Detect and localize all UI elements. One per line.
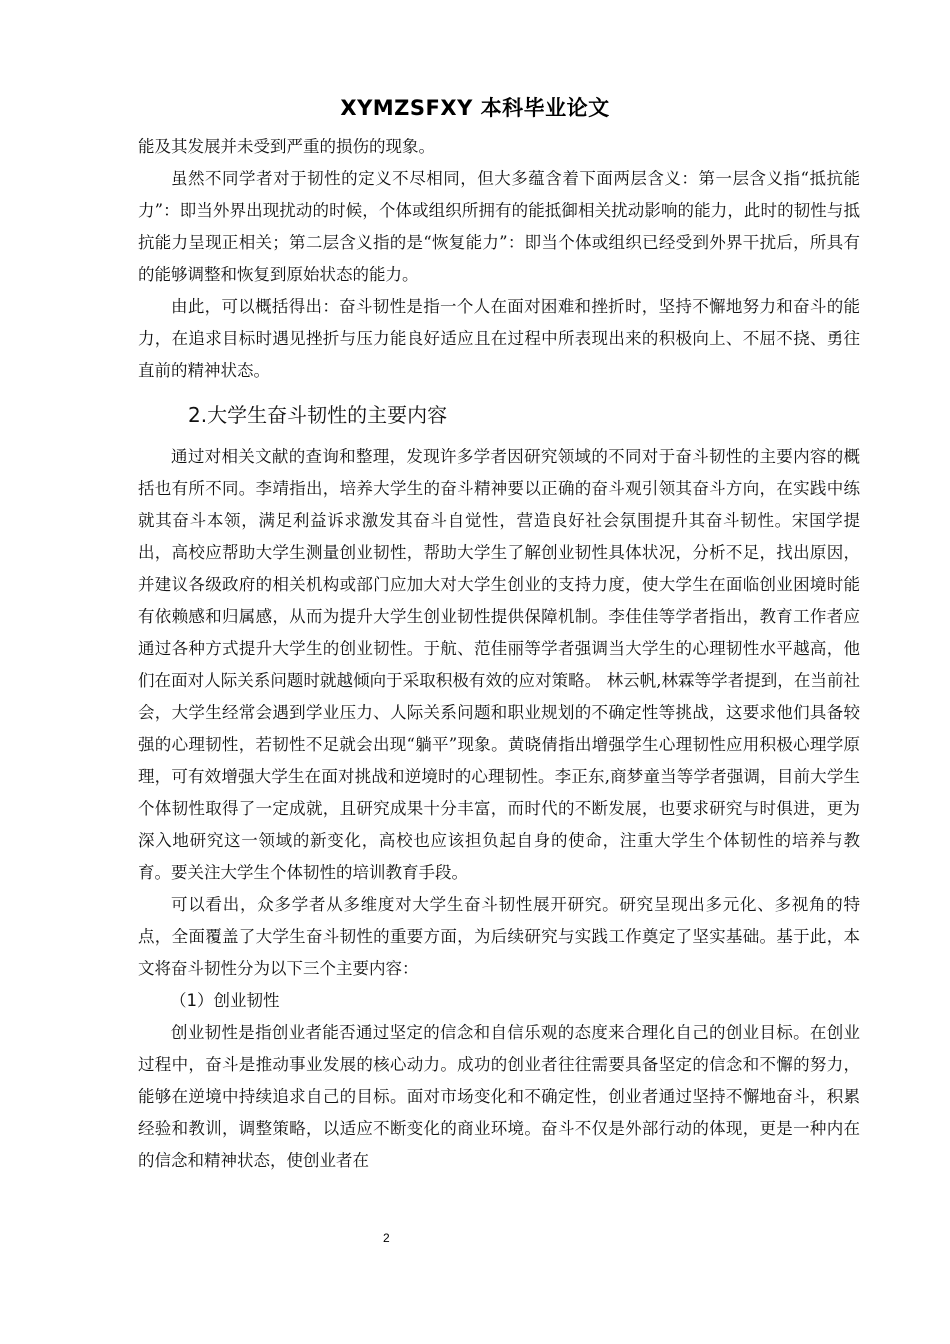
- paragraph-continuation: 能及其发展并未受到严重的损伤的现象。: [138, 137, 435, 156]
- paragraph-entrepreneurial-resilience: 创业韧性是指创业者能否通过坚定的信念和自信乐观的态度来合理化自己的创业目标。在创业过程中，奋斗是推动事业发展的核心动力。成功的创业者往往需要具备坚定的信念和不懈的努力，能够在逆境中持续追求自己的目标。面对市场变化和不确定性，创业者通过坚持不懈地奋斗，积累经验和教训，调整策略，以适应不断变化的商业环境。奋斗不仅是外部行动的体现，更是一种内在的信念和精神状态，使创业者在: [138, 1023, 860, 1170]
- paragraph-overview: 可以看出，众多学者从多维度对大学生奋斗韧性展开研究。研究呈现出多元化、多视角的特点，全面覆盖了大学生奋斗韧性的重要方面，为后续研究与实践工作奠定了坚实基础。基于此，本文将奋斗韧性分为以下三个主要内容：: [138, 895, 860, 978]
- paragraph-resilience-definitions: 虽然不同学者对于韧性的定义不尽相同，但大多蕴含着下面两层含义：第一层含义指“抵抗能力”：即当外界出现扰动的时候，个体或组织所拥有的能抵御相关扰动影响的能力，此时的韧性与抵抗能力呈现正相关；第二层含义指的是“恢复能力”：即当个体或组织已经受到外界干扰后，所具有的能够调整和恢复到原始状态的能力。: [138, 169, 860, 284]
- page-body: [138, 131, 860, 1177]
- page-header-title: XYMZSFXY 本科毕业论文: [340, 96, 610, 120]
- paragraph-literature-review: 通过对相关文献的查询和整理，发现许多学者因研究领域的不同对于奋斗韧性的主要内容的概括也有所不同。李靖指出，培养大学生的奋斗精神要以正确的奋斗观引领其奋斗方向，在实践中练就其奋斗本领，满足利益诉求激发其奋斗自觉性，营造良好社会氛围提升其奋斗韧性。宋国学提出，高校应帮助大学生测量创业韧性，帮助大学生了解创业韧性具体状况，分析不足，找出原因，并建议各级政府的相关机构或部门应加大对大学生创业的支持力度，使大学生在面临创业困境时能有依赖感和归属感，从而为提升大学生创业韧性提供保障机制。李佳佳等学者指出，教育工作者应通过各种方式提升大学生的创业韧性。于航、范佳丽等学者强调当大学生的心理韧性水平越高，他们在面对人际关系问题时就越倾向于采取积极有效的应对策略。 林云帆,林霖等学者提到，在当前社会，大学生经常会遇到学业压力、人际关系问题和职业规划的不确定性等挑战，这要求他们具备较强的心理韧性，若韧性不足就会出现“躺平”现象。黄晓倩指出增强学生心理韧性应用积极心理学原理，可有效增强大学生在面对挑战和逆境时的心理韧性。李正东,商梦童当等学者强调，目前大学生个体韧性取得了一定成就，且研究成果十分丰富，而时代的不断发展，也要求研究与时俱进，更为深入地研究这一领域的新变化，高校也应该担负起自身的使命，注重大学生个体韧性的培养与教育。要关注大学生个体韧性的培训教育手段。: [138, 447, 860, 882]
- section-heading: 2.大学生奋斗韧性的主要内容: [188, 403, 448, 427]
- paragraph-struggle-resilience-summary: 由此，可以概括得出：奋斗韧性是指一个人在面对困难和挫折时，坚持不懈地努力和奋斗的能力，在追求目标时遇见挫折与压力能良好适应且在过程中所表现出来的积极向上、不屈不挠、勇往直前的精神状态。: [138, 297, 860, 380]
- page-number: 2: [383, 1231, 390, 1245]
- subsection-heading: （1）创业韧性: [170, 991, 280, 1010]
